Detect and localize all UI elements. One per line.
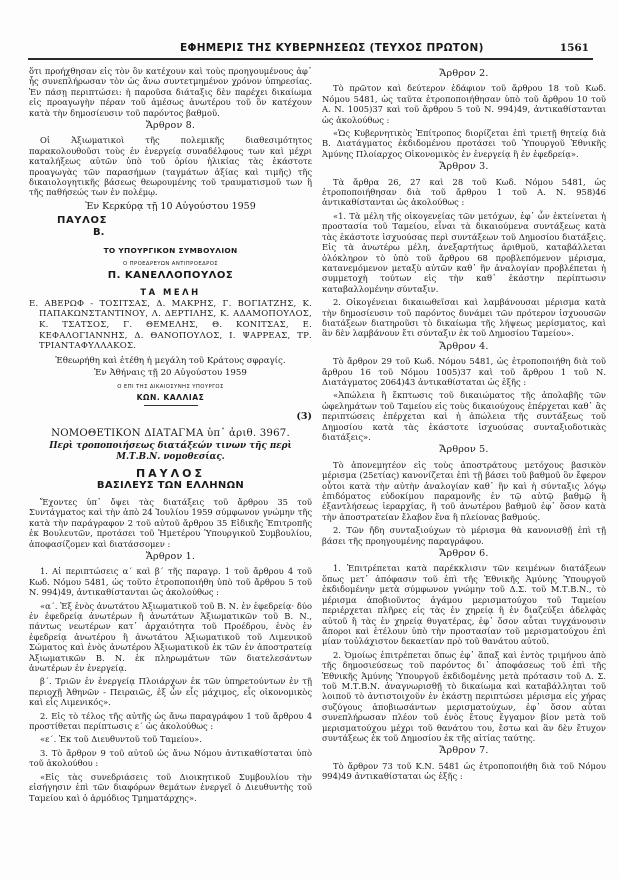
article-6-heading: Ἄρθρον 6.	[439, 548, 489, 560]
article-2-paragraph: «Ὡς Κυβερνητικὸς Ἐπίτροπος διορίζεται ἐπὶ τριετῇ θητείᾳ διὰ Β. Διατάγματος ἐκδιδομένου προτάσει τοῦ Ὑπουργοῦ Ἐθνικῆς Ἀμύνης Πλοίαρχος Οἰκονομικὸς ἐν ἐνεργείᾳ ἢ ἐν ἐφεδρείᾳ».	[322, 128, 606, 159]
article-3-paragraph: 2. Οἰκογένειαι δικαιωθεῖσαι καὶ λαμβάνουσαι μέρισμα κατὰ τὴν δημοσίευσιν τοῦ παρόντος δυνάμει τῶν πρότερον ἰσχυουσῶν διατάξεων διατηροῦσι τὸ δικαίωμα τῆς λήψεως μερίσματος, καὶ ἂν δὲν λαμβάνουν ἔτι σύνταξιν ἐκ τοῦ Δημοσίου Ταμείου».	[322, 297, 606, 339]
article-7-heading: Ἄρθρον 7.	[439, 745, 489, 757]
article-5-heading: Ἄρθρον 5.	[439, 444, 489, 456]
vice-president-title: Ο ΠΡΟΕΔΡΕΥΩΝ ΑΝΤΙΠΡΟΕΔΡΟΣ	[122, 260, 219, 267]
preamble: Ἔχοντες ὑπ᾽ ὄψει τὰς διατάξεις τοῦ ἄρθρου 35 τοῦ Συντάγματος καὶ τὴν ἀπὸ 24 Ἰουλίου 1959 σύμφωνον γνώμην τῆς κατὰ τὴν παράγραφον 2 τοῦ αὐτοῦ ἄρθρου 35 Εἰδικῆς Ἐπιτροπῆς ἐκ Βουλευτῶν, προτάσει τοῦ Ἡμετέρου Ὑπουργικοῦ Συμβουλίου, ἀποφασίζομεν καὶ διατάσσομεν :	[29, 496, 312, 549]
article-1-paragraph: 3. Τὸ ἄρθρον 9 τοῦ αὐτοῦ ὡς ἄνω Νόμου ἀντικαθίσταται ὑπὸ τοῦ ἀκολούθου :	[29, 747, 312, 769]
article-1-paragraph: 1. Αἱ περιπτώσεις α´ καὶ β´ τῆς παραγρ. 1 τοῦ ἄρθρου 4 τοῦ Κωδ. Νόμου 5481, ὡς τοῦτο ἐτροποποιήθη ὑπὸ τοῦ ἄρθρου 5 τοῦ Ν. 994)49, ἀντικαθίστανται ὡς ἀκολούθως :	[29, 566, 312, 598]
separator-rule	[144, 405, 198, 406]
decree-title: ΝΟΜΟΘΕΤΙΚΟΝ ΔΙΑΤΑΓΜΑ ὑπ᾽ ἀριθ. 3967.	[51, 427, 290, 439]
article-3-paragraph: Τὰ ἄρθρα 26, 27 καὶ 28 τοῦ Κωδ. Νόμου 5481, ὡς ἐτροποποιήθησαν διὰ τοῦ ἄρθρου 1 τοῦ Α. Ν. 958)46 ἀντικαθίστανται ὡς ἀκολούθως :	[322, 176, 606, 208]
article-6-paragraph: 1. Ἐπιτρέπεται κατὰ παρέκκλισιν τῶν κειμένων διατάξεων ὅπως μετ᾽ ἀπόφασιν τοῦ ἐπὶ τῆς Ἐθνικῆς Ἀμύνης Ὑπουργοῦ ἐκδιδομένην μετὰ σύμφωνον γνώμην τοῦ Δ.Σ. τοῦ Μ.Τ.Β.Ν., τὸ μέρισμα ἀποβιοῦντος ἀγάμου μερισματούχου τοῦ Ταμείου περιέρχεται πλῆρες εἰς τὰς ἐν χηρείᾳ ἢ ἐν διαζεύξει ἀδελφὰς αὐτοῦ ἢ τὰς ἐν χηρείᾳ θυγατέρας, ἐφ᾽ ὅσον αὗται τυγχάνουσιν ἄποροι καὶ ἐτέλουν ὑπὸ τὴν προστασίαν τοῦ μερισματούχου ἐπὶ μίαν τοὐλάχιστον δεκαετίαν πρὸ τοῦ θανάτου αὐτοῦ.	[322, 563, 606, 647]
minister-name: ΚΩΝ. ΚΑΛΛΙΑΣ	[136, 392, 205, 402]
article-1-paragraph: «Εἰς τὰς συνεδριάσεις τοῦ Διοικητικοῦ Συμβουλίου τὴν εἰσήγησιν ἐπὶ τῶν διαφόρων θεμάτων ἐνεργεῖ ὁ Διευθυντὴς τοῦ Ταμείου καὶ ὁ ἁρμόδιος Τμηματάρχης».	[29, 771, 312, 803]
document-number: (3)	[296, 411, 312, 423]
article-1-heading: Ἄρθρον 1.	[145, 550, 196, 562]
article-2-heading: Ἄρθρον 2.	[439, 68, 489, 79]
king-name: ΠΑΥΛΟΣ	[135, 467, 206, 481]
article-8-heading: Ἄρθρον 8.	[145, 120, 196, 132]
running-header	[28, 42, 593, 60]
article-1-paragraph: «α´. Ἐξ ἑνὸς ἀνωτάτου Ἀξιωματικοῦ τοῦ Β. Ν. ἐν ἐφεδρείᾳ· δύο ἐν ἐφεδρείᾳ ἀνωτέρων ἢ ἀνωτάτων Ἀξιωματικῶν τοῦ Β. Ν., πάντως νεωτέρων κατ᾽ ἀρχαιότητα τοῦ Προέδρου, ἑνὸς ἐν ἐφεδρείᾳ ἀνωτέρου ἢ ἀνωτάτου Ἀξιωματικοῦ τοῦ Λιμενικοῦ Σώματος καὶ ἑνὸς ἀνωτέρου Ἀξιωματικοῦ ἐκ τῶν ἐν ἀποστρατείᾳ Ἀξιωματικῶν Β. Ν. ἐκ πληρωμάτων τῶν διατελεσάντων ἀνωτέρων ἐν ἐνεργείᾳ.	[29, 600, 312, 674]
article-4-heading: Ἄρθρον 4.	[439, 340, 489, 352]
article-1-paragraph: 2. Εἰς τὸ τέλος τῆς αὐτῆς ὡς ἄνω παραγράφου 1 τοῦ ἄρθρου 4 προστίθεται περίπτωσις ε´ ὡς ἀκολούθως :	[29, 710, 312, 732]
right-column	[322, 66, 606, 785]
seal-statement: Ἐθεωρήθη καὶ ἐτέθη ἡ μεγάλη τοῦ Κράτους σφραγίς.	[55, 355, 286, 366]
continuation-paragraph: ὅτι προήχθησαν εἰς τὸν ὃν κατέχουν καὶ τοὺς προηγουμένους ἀφ᾽ ἧς συνεπλήρωσαν τὸν ὡς ἄνω συντετμημένον χρόνον ὑπηρεσίας. Ἐν πάσῃ περιπτώσει: ἡ παροῦσα διάταξις δὲν παρέχει δικαίωμα εἰς προαγωγὴν πέραν τοῦ ἀμέσως ἀνωτέρου τοῦ ὃν κατέχουν κατὰ τὴν δημοσίευσιν τοῦ παρόντος βαθμοῦ.	[29, 66, 312, 118]
article-3-paragraph: «1. Τὰ μέλη τῆς οἰκογενείας τῶν μετόχων, ἐφ᾽ ὧν ἐκτείνεται ἡ προστασία τοῦ Ταμείου, εἶναι τὰ δικαιούμενα συντάξεως κατὰ τὰς ἑκάστοτε ἰσχυούσας περὶ συντάξεων τοῦ Δημοσίου διατάξεις. Εἰς τὰ ἀνωτέρω μέλη, ἀνεξαρτήτως ἀριθμοῦ, καταβάλλεται ὁλόκληρον τὸ ὑπὸ τοῦ ἄρθρου 68 προβλεπόμενον μέρισμα, κατανεμόμενον μεταξὺ αὐτῶν καθ᾽ ἣν ἀναλογίαν προβλέπεται ἡ συμμετοχὴ τούτων εἰς τὴν καθ᾽ ἑκάστην περίπτωσιν καταβαλλομένην σύνταξιν.	[322, 210, 606, 294]
seal-date: Ἐν Ἀθήναις τῇ 20 Αὐγούστου 1959	[94, 368, 247, 379]
article-4-paragraph: Τὸ ἄρθρον 29 τοῦ Κωδ. Νόμου 5481, ὡς ἐτροποποιήθη διὰ τοῦ ἄρθρου 16 τοῦ Νόμου 1005)37 καὶ τοῦ ἄρθρου 1 τοῦ Ν. Διατάγματος 2064)43 ἀντικαθίσταται ὡς ἑξῆς :	[322, 356, 606, 387]
article-7-paragraph: Τὸ ἄρθρον 73 τοῦ Κ.Ν. 5481 ὡς ἐτροποποιήθη διὰ τοῦ Νόμου 994)49 ἀντικαθίσταται ὡς ἑξῆς :	[322, 760, 606, 782]
page-number: 1561	[559, 42, 589, 54]
king-title: ΒΑΣΙΛΕΥΣ ΤΩΝ ΕΛΛΗΝΩΝ	[96, 479, 245, 491]
council-title: ΤΟ ΥΠΟΥΡΓΙΚΟΝ ΣΥΜΒΟΥΛΙΟΝ	[103, 246, 238, 256]
running-title: ΕΦΗΜΕΡΙΣ ΤΗΣ ΚΥΒΕΡΝΗΣΕΩΣ (ΤΕΥΧΟΣ ΠΡΩΤΟΝ)	[180, 42, 484, 54]
decree-subtitle: Περὶ τροποποιήσεως διατάξεών τινων τῆς περὶ Μ.Τ.Β.Ν. νομοθεσίας.	[49, 441, 292, 463]
left-column	[29, 66, 312, 806]
king-initial: Β.	[93, 226, 105, 238]
article-1-paragraph: β´. Τριῶν ἐν ἐνεργείᾳ Πλοιάρχων ἐκ τῶν ὑπηρετούντων ἐν τῇ περιοχῇ Ἀθηνῶν - Πειραιῶς, ἐξ ὧν εἷς μάχιμος, εἷς οἰκονομικὸς καὶ εἷς Λιμενικός».	[29, 676, 312, 708]
vice-president-name: Π. ΚΑΝΕΛΛΟΠΟΥΛΟΣ	[107, 269, 234, 281]
minister-title: Ο ΕΠΙ ΤΗΣ ΔΙΚΑΙΟΣΥΝΗΣ ΥΠΟΥΡΓΟΣ	[117, 383, 224, 390]
king-signature: ΠΑΥΛΟΣ	[57, 215, 108, 227]
article-6-paragraph: 2. Ὁμοίως ἐπιτρέπεται ὅπως ἐφ᾽ ἅπαξ καὶ ἐντὸς τριμήνου ἀπὸ τῆς δημοσιεύσεως τοῦ παρόντος δι᾽ ἀποφάσεως τοῦ ἐπὶ τῆς Ἐθνικῆς Ἀμύνης Ὑπουργοῦ ἐκδιδομένης μετὰ πρότασιν τοῦ Δ. Σ. τοῦ Μ.Τ.Β.Ν. ἀναγνωρισθῇ τὸ δικαίωμα καὶ καταβάλληται τοῦ λοιποῦ τὸ ἀντιστοιχοῦν ἐν ἑκάστῃ περιπτώσει μέρισμα εἰς χήρας συζύγους ἀποβιωσάντων μερισματούχων, ἐφ᾽ ὅσον αὗται συνεπλήρωσαν πλέον τοῦ ἑνὸς ἔτους ἔγγαμον βίον μετὰ τοῦ μερισματούχου μέχρι τοῦ θανάτου του, ἔστω καὶ ἂν δὲν ἔτυχον συντάξεως ἐκ τοῦ Δημοσίου ἐκ τῆς αἰτίας ταύτης.	[322, 649, 606, 743]
members-title: ΤΑ ΜΕΛΗ	[140, 287, 201, 298]
article-2-paragraph: Τὸ πρῶτον καὶ δεύτερον ἐδάφιον τοῦ ἄρθρου 18 τοῦ Κωδ. Νόμου 5481, ὡς ταῦτα ἐτροποποιήθησαν ὑπὸ τοῦ ἄρθρου 10 τοῦ Α. Ν. 1005)37 καὶ τοῦ ἄρθρου 5 τοῦ Ν. 994)49, ἀντικαθίστανται ὡς ἀκολούθως :	[322, 83, 606, 125]
article-8-text: Οἱ Ἀξιωματικοὶ τῆς πολεμικῆς διαθεσιμότητος παρακολουθοῦσι τοὺς ἐν ἐνεργείᾳ συναδέλφους των καὶ μέχρι καταλήξεως αὐτῶν ὑπὸ τοῦ ὁρίου ἡλικίας τὰς ἑκάστοτε προαγωγὰς τῶν παρασήμων (ταγμάτων ἀξίας καὶ τιμῆς) τῆς δικαιολογητικῆς βάσεως θεωρουμένης τοῦ τραυματισμοῦ των ἢ τῆς παθήσεώς των ἐν πολέμῳ.	[29, 135, 312, 198]
article-5-paragraph: Τὸ ἀπονεμητέον εἰς τοὺς ἀποστράτους μετόχους βασικὸν μέρισμα (25ετίας) κανονίζεται ἐπὶ τῇ βάσει τοῦ βαθμοῦ ὃν ἔφερον οὗτοι κατὰ τὴν αὐτὴν ἀναλογίαν καθ᾽ ἣν καὶ ἡ σύνταξις λόγῳ ἐπιδόματος εὐδοκίμου παραμονῆς ἐν τῷ αὐτῷ βαθμῷ ἢ ἐξαντλήσεως ἱεραρχίας, ἢ τοῦ ἀνωτέρου βαθμοῦ ἐφ᾽ ὅσον κατὰ τὴν ἀποστρατείαν ἔλαβον ἕνα ἢ πλείονας βαθμούς.	[322, 459, 606, 522]
members-list: Ε. ΑΒΕΡΩΦ - ΤΟΣΙΤΣΑΣ, Δ. ΜΑΚΡΗΣ, Γ. ΒΟΓΙΑΤΖΗΣ, Κ. ΠΑΠΑΚΩΝΣΤΑΝΤΙΝΟΥ, Λ. ΔΕΡΤΙΛΗΣ, Κ. ΑΔΑΜΟΠΟΥΛΟΣ, Κ. ΤΣΑΤΣΟΣ, Γ. ΘΕΜΕΛΗΣ, Θ. ΚΟΝΙΤΣΑΣ, Ε. ΚΕΦΑΛΟΓΙΑΝΝΗΣ, Δ. ΘΑΝΟΠΟΥΛΟΣ, Ι. ΨΑΡΡΕΑΣ, ΤΡ. ΤΡΙΑΝΤΑΦΥΛΛΑΚΟΣ.	[29, 298, 312, 352]
signing-date: Ἐν Κερκύρᾳ τῇ 10 Αὐγούστου 1959	[85, 200, 256, 212]
article-5-paragraph: 2. Τῶν ἤδη συνταξιούχων τὸ μέρισμα θὰ κανονισθῇ ἐπὶ τῇ βάσει τῆς προηγουμένης παραγράφου.	[322, 525, 606, 546]
article-4-paragraph: «Ἀπώλεια ἢ ἔκπτωσις τοῦ δικαιώματος τῆς ἀπολαβῆς τῶν ὠφελημάτων τοῦ Ταμείου εἰς τοὺς δικαιούχους ἐπέρχεται καθ᾽ ἃς περιπτώσεις ἐπέρχεται καὶ ἡ ἀπώλεια τῆς συντάξεως τοῦ Δημοσίου κατὰ τὰς ἑκάστοτε ἰσχυούσας συνταξιοδοτικὰς διατάξεις».	[322, 390, 606, 442]
article-1-paragraph: «ε´. Ἐκ τοῦ Διευθυντοῦ τοῦ Ταμείου».	[40, 734, 202, 745]
article-3-heading: Ἄρθρον 3.	[439, 161, 489, 173]
